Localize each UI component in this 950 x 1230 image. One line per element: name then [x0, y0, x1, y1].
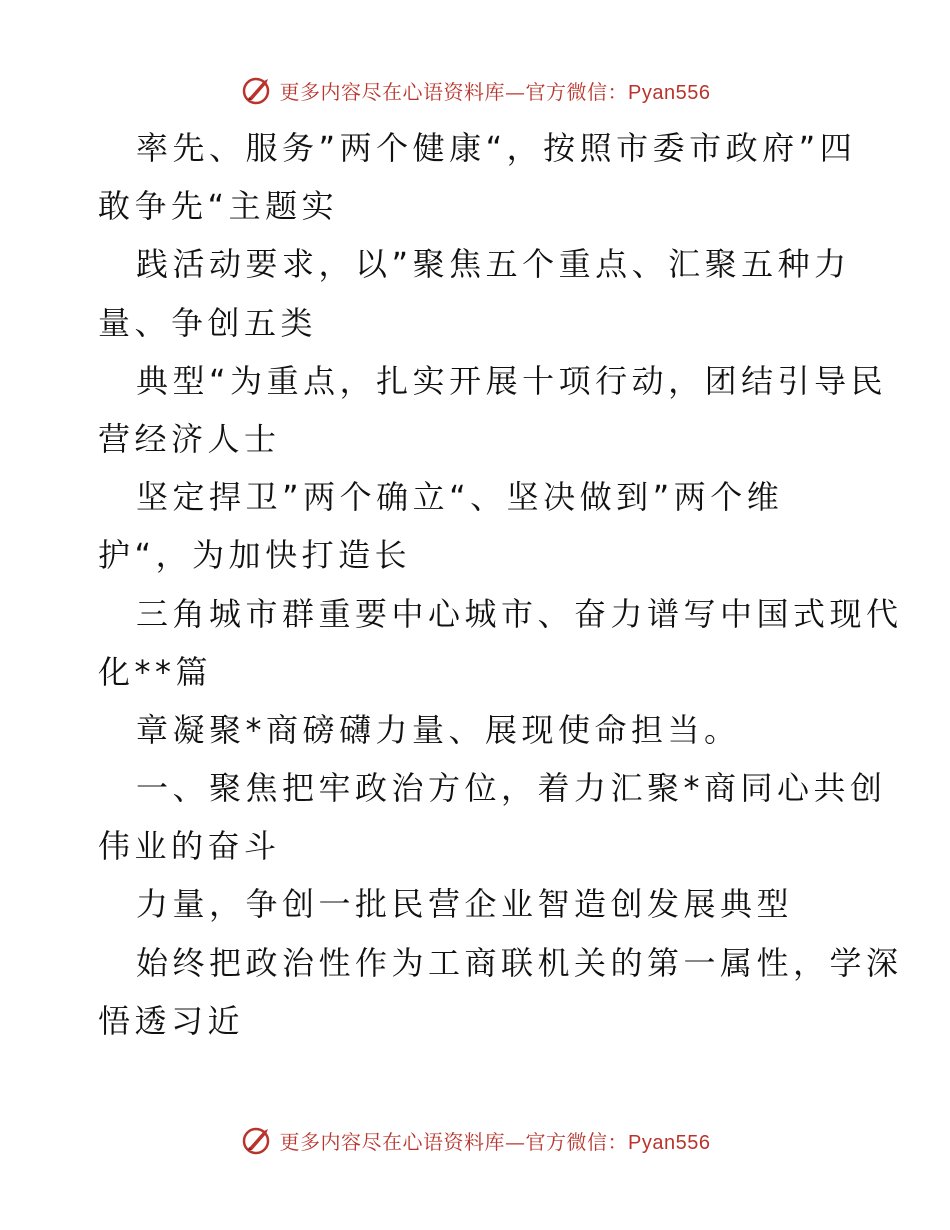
text-line: 三角城市群重要中心城市、奋力谱写中国式现代 [136, 594, 903, 633]
text-line: 营经济人士 [98, 419, 281, 458]
text-line: 率先、服务”两个健康“，按照市委市政府”四 [136, 129, 857, 167]
text-line: 悟透习近 [98, 1001, 245, 1040]
text-line: 践活动要求，以”聚焦五个重点、汇聚五种力 [136, 245, 851, 284]
wechat-id: Pyan556 [628, 1131, 711, 1154]
text-line: 护“，为加快打造长 [98, 536, 412, 575]
watermark-text [280, 1126, 711, 1155]
document-body [98, 119, 903, 1050]
text-line: 量、争创五类 [98, 303, 318, 342]
footer-watermark-banner [0, 1120, 950, 1160]
watermark-label: 更多内容尽在心语资料库—官方微信： [279, 79, 629, 104]
text-line: 典型“为重点，扎实开展十项行动，团结引导民 [136, 361, 888, 400]
text-line: 始终把政治性作为工商联机关的第一属性，学深 [136, 943, 903, 982]
quill-pen-logo-icon [240, 1123, 274, 1157]
header-watermark-banner [0, 70, 950, 110]
text-line: 伟业的奋斗 [98, 827, 281, 866]
watermark-label: 更多内容尽在心语资料库—官方微信： [279, 1129, 629, 1154]
quill-pen-logo-icon [240, 73, 274, 107]
text-line: 一、聚焦把牢政治方位，着力汇聚*商同心共创 [136, 769, 887, 808]
text-line: 力量，争创一批民营企业智造创发展典型 [136, 885, 794, 924]
text-line: 敢争先“主题实 [98, 187, 339, 226]
watermark-text [280, 76, 711, 105]
text-line: 化**篇 [98, 652, 213, 691]
wechat-id: Pyan556 [628, 81, 711, 104]
text-line: 章凝聚*商磅礴力量、展现使命担当。 [136, 710, 741, 749]
text-line: 坚定捍卫”两个确立“、坚决做到”两个维 [136, 478, 784, 517]
